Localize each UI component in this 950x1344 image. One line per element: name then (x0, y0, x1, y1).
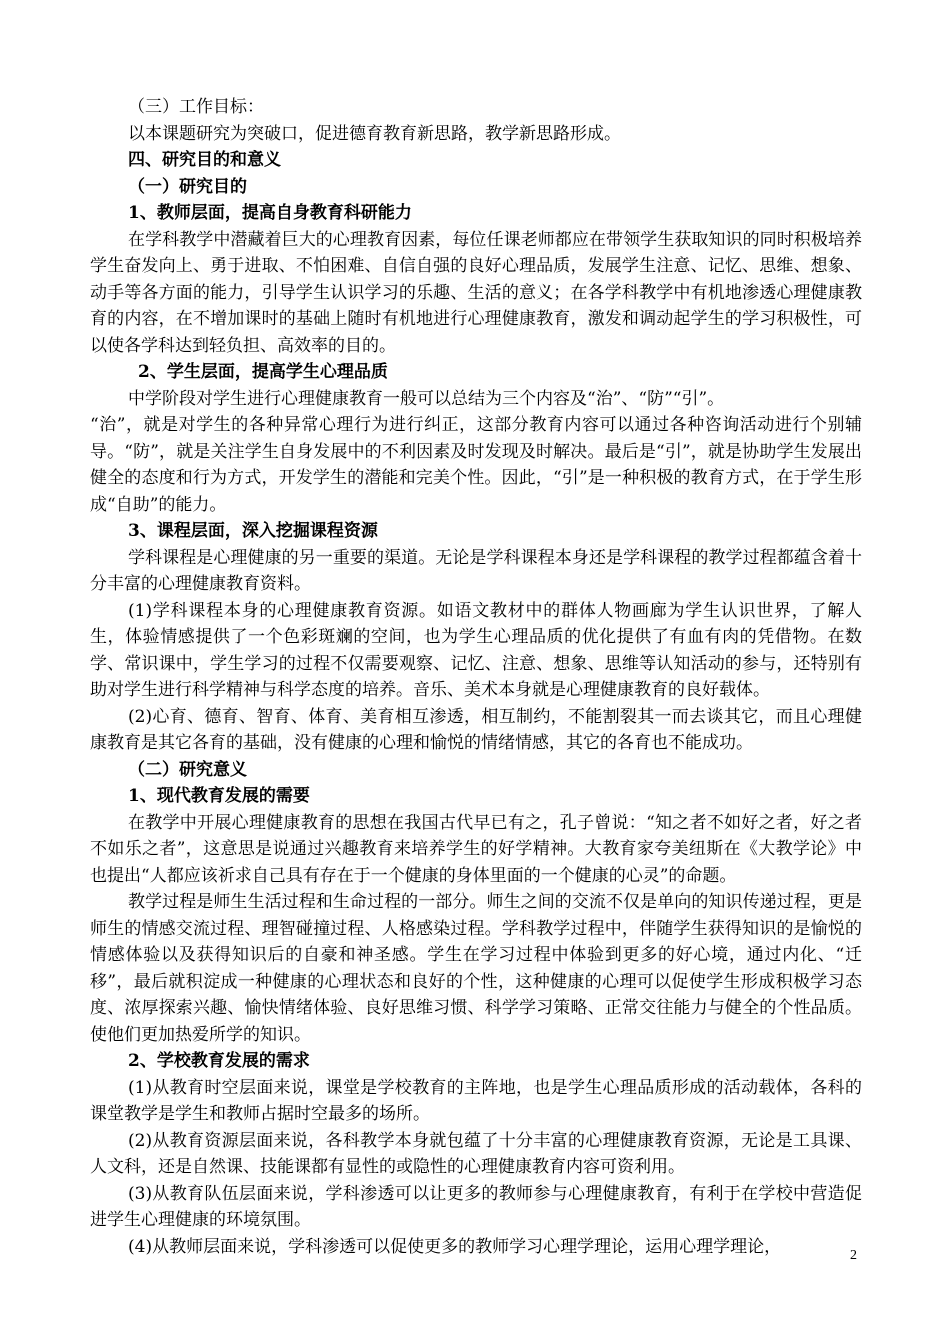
paragraph: (1)学科课程本身的心理健康教育资源。如语文教材中的群体人物画廊为学生认识世界，了解人生，体验情感提供了一个色彩斑斓的空间，也为学生心理品质的优化提供了有血有肉的凭借物。在数学、常识课中，学生学习的过程不仅需要观察、记忆、注意、想象、思维等认知活动的参与，还特别有助对学生进行科学精神与科学态度的培养。音乐、美术本身就是心理健康教育的良好载体。 (90, 600, 862, 700)
paragraph: 以本课题研究为突破口，促进德育教育新思路，教学新思路形成。 (128, 123, 621, 144)
document-body (90, 94, 862, 1260)
paragraph: (1)从教育时空层面来说，课堂是学校教育的主阵地，也是学生心理品质形成的活动载体，各科的课堂教学是学生和教师占据时空最多的场所。 (90, 1077, 862, 1124)
subsection-heading: 3、课程层面，深入挖掘课程资源 (128, 521, 378, 541)
page-number: 2 (850, 1248, 857, 1263)
subsection-heading: 2、学生层面，提高学生心理品质 (138, 362, 388, 382)
subsection-heading: 1、现代教育发展的需要 (128, 786, 310, 806)
paragraph: (3)从教育队伍层面来说，学科渗透可以让更多的教师参与心理健康教育，有利于在学校中营造促进学生心理健康的环境氛围。 (90, 1183, 862, 1230)
paragraph: 在教学中开展心理健康教育的思想在我国古代早已有之，孔子曾说：“知之者不如好之者，好之者不如乐之者”，这意思是说通过兴趣教育来培养学生的好学精神。大教育家夸美纽斯在《大教学论》中也提出“人都应该祈求自己具有存在于一个健康的身体里面的一个健康的心灵”的命题。 (90, 812, 862, 886)
paragraph: 学科课程是心理健康的另一重要的渠道。无论是学科课程本身还是学科课程的教学过程都蕴含着十分丰富的心理健康教育资料。 (90, 547, 862, 594)
paragraph: “治”，就是对学生的各种异常心理行为进行纠正，这部分教育内容可以通过各种咨询活动进行个别辅导。“防”，就是关注学生自身发展中的不利因素及时发现及时解决。最后是“引”，就是协助学生发展出健全的态度和行为方式，开发学生的潜能和完美个性。因此，“引”是一种积极的教育方式，在于学生形成“自助”的能力。 (90, 415, 862, 515)
subsection-heading: 2、学校教育发展的需求 (128, 1051, 310, 1071)
section-subheading: （一）研究目的 (128, 176, 247, 197)
paragraph: (4)从教师层面来说，学科渗透可以促使更多的教师学习心理学理论，运用心理学理论， (128, 1236, 782, 1257)
paragraph: 在学科教学中潜藏着巨大的心理教育因素，每位任课老师都应在带领学生获取知识的同时积极培养学生奋发向上、勇于进取、不怕困难、自信自强的良好心理品质，发展学生注意、记忆、思维、想象、动手等各方面的能力，引导学生认识学习的乐趣、生活的意义；在各学科教学中有机地渗透心理健康教育的内容，在不增加课时的基础上随时有机地进行心理健康教育，激发和调动起学生的学习积极性，可以使各学科达到轻负担、高效率的目的。 (90, 229, 862, 356)
section-subheading: （三）工作目标： (128, 97, 264, 117)
subsection-heading: 1、教师层面，提高自身教育科研能力 (128, 203, 412, 223)
paragraph: (2)心育、德育、智育、体育、美育相互渗透，相互制约，不能割裂其一而去谈其它，而且心理健康教育是其它各育的基础，没有健康的心理和愉悦的情绪情感，其它的各育也不能成功。 (90, 706, 862, 753)
paragraph: (2)从教育资源层面来说，各科教学本身就包蕴了十分丰富的心理健康教育资源，无论是工具课、人文科，还是自然课、技能课都有显性的或隐性的心理健康教育内容可资利用。 (90, 1130, 862, 1177)
section-heading: 四、研究目的和意义 (128, 150, 281, 170)
paragraph: 教学过程是师生生活过程和生命过程的一部分。师生之间的交流不仅是单向的知识传递过程，更是师生的情感交流过程、理智碰撞过程、人格感染过程。学科教学过程中，伴随学生获得知识的是愉悦的情感体验以及获得知识后的自豪和神圣感。学生在学习过程中体验到更多的好心境，通过内化、“迁移”，最后就积淀成一种健康的心理状态和良好的个性，这种健康的心理可以促使学生形成积极学习态度、浓厚探索兴趣、愉快情绪体验、良好思维习惯、科学学习策略、正常交往能力与健全的个性品质。使他们更加热爱所学的知识。 (90, 892, 862, 1045)
paragraph: 中学阶段对学生进行心理健康教育一般可以总结为三个内容及“治”、“防”“引”。 (128, 388, 725, 409)
section-subheading: （二）研究意义 (128, 759, 247, 780)
